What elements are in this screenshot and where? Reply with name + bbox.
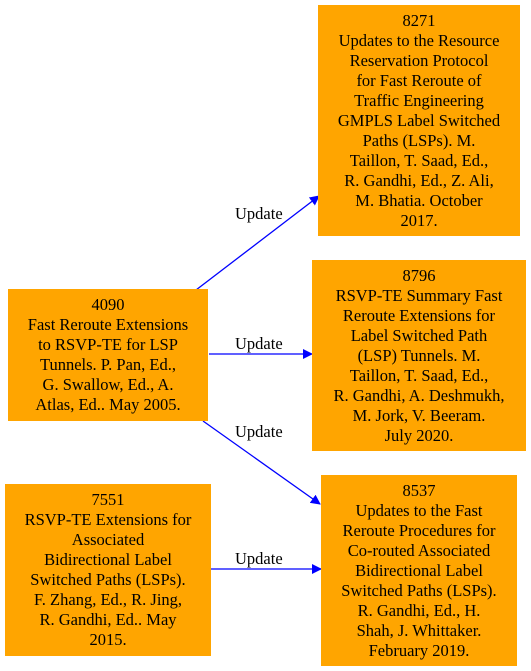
node-7551-line-4: Switched Paths (LSPs). xyxy=(30,570,186,589)
node-rfc-4090 xyxy=(8,289,208,421)
node-8537-line-1: Updates to the Fast xyxy=(355,500,483,520)
node-8271-number: 8271 xyxy=(402,10,436,30)
node-8537-number: 8537 xyxy=(402,480,436,500)
node-8537-line-5: Switched Paths (LSPs). xyxy=(341,580,497,600)
node-8271-line-8: R. Gandhi, Ed., Z. Ali, xyxy=(344,170,494,190)
node-8271-line-6: Paths (LSPs). M. xyxy=(362,130,476,150)
node-8271-line-9: M. Bhatia. October xyxy=(355,190,483,210)
node-8796-number: 8796 xyxy=(402,265,436,285)
node-8537-line-6: R. Gandhi, Ed., H. xyxy=(357,600,481,620)
node-7551-line-2: Associated xyxy=(71,530,145,549)
node-8537-line-7: Shah, J. Whittaker. xyxy=(356,620,482,640)
node-8271-line-7: Taillon, T. Saad, Ed., xyxy=(349,150,489,170)
node-8271-line-4: Traffic Engineering xyxy=(354,90,484,110)
node-rfc-8537 xyxy=(321,475,517,666)
node-8796-line-1: RSVP-TE Summary Fast xyxy=(335,285,503,305)
node-8796-line-5: Taillon, T. Saad, Ed., xyxy=(349,365,489,385)
node-8537-line-3: Co-routed Associated xyxy=(347,540,491,560)
node-8796-line-2: Reroute Extensions for xyxy=(342,305,496,325)
edge-label-4090-8537: Update xyxy=(235,422,283,441)
node-7551-line-1: RSVP-TE Extensions for xyxy=(24,510,192,529)
node-7551-line-6: R. Gandhi, Ed.. May xyxy=(39,610,177,629)
node-rfc-7551 xyxy=(5,484,211,656)
node-8537-line-8: February 2019. xyxy=(368,640,470,660)
edge-label-4090-8271: Update xyxy=(235,204,283,223)
node-8271-line-3: for Fast Reroute of xyxy=(356,70,482,90)
node-rfc-8796 xyxy=(312,260,526,451)
edge-label-7551-8537: Update xyxy=(235,549,283,568)
node-4090-line-1: Fast Reroute Extensions xyxy=(27,315,189,334)
node-7551-line-7: 2015. xyxy=(89,630,127,649)
node-4090-line-3: Tunnels. P. Pan, Ed., xyxy=(39,355,176,374)
node-4090-line-5: Atlas, Ed.. May 2005. xyxy=(35,395,181,414)
node-4090-number: 4090 xyxy=(91,295,125,314)
node-7551-line-3: Bidirectional Label xyxy=(44,550,172,569)
node-8271-line-5: GMPLS Label Switched xyxy=(337,110,501,130)
node-8537-line-4: Bidirectional Label xyxy=(355,560,483,580)
node-8271-line-1: Updates to the Resource xyxy=(338,30,500,50)
node-8796-line-8: July 2020. xyxy=(384,425,454,445)
node-8796-line-7: M. Jork, V. Beeram. xyxy=(352,405,486,425)
node-8271-line-2: Reservation Protocol xyxy=(349,50,489,70)
node-4090-line-2: to RSVP-TE for LSP xyxy=(38,335,178,354)
node-7551-number: 7551 xyxy=(91,490,125,509)
node-8796-line-6: R. Gandhi, A. Deshmukh, xyxy=(333,385,505,405)
edge-label-4090-8796: Update xyxy=(235,334,283,353)
node-8796-line-4: (LSP) Tunnels. M. xyxy=(357,345,481,365)
node-rfc-8271 xyxy=(318,5,520,236)
node-7551-line-5: F. Zhang, Ed., R. Jing, xyxy=(33,590,183,609)
node-8537-line-2: Reroute Procedures for xyxy=(342,520,496,540)
node-8271-line-10: 2017. xyxy=(400,210,438,230)
node-4090-line-4: G. Swallow, Ed., A. xyxy=(42,375,174,394)
node-8796-line-3: Label Switched Path xyxy=(350,325,488,345)
